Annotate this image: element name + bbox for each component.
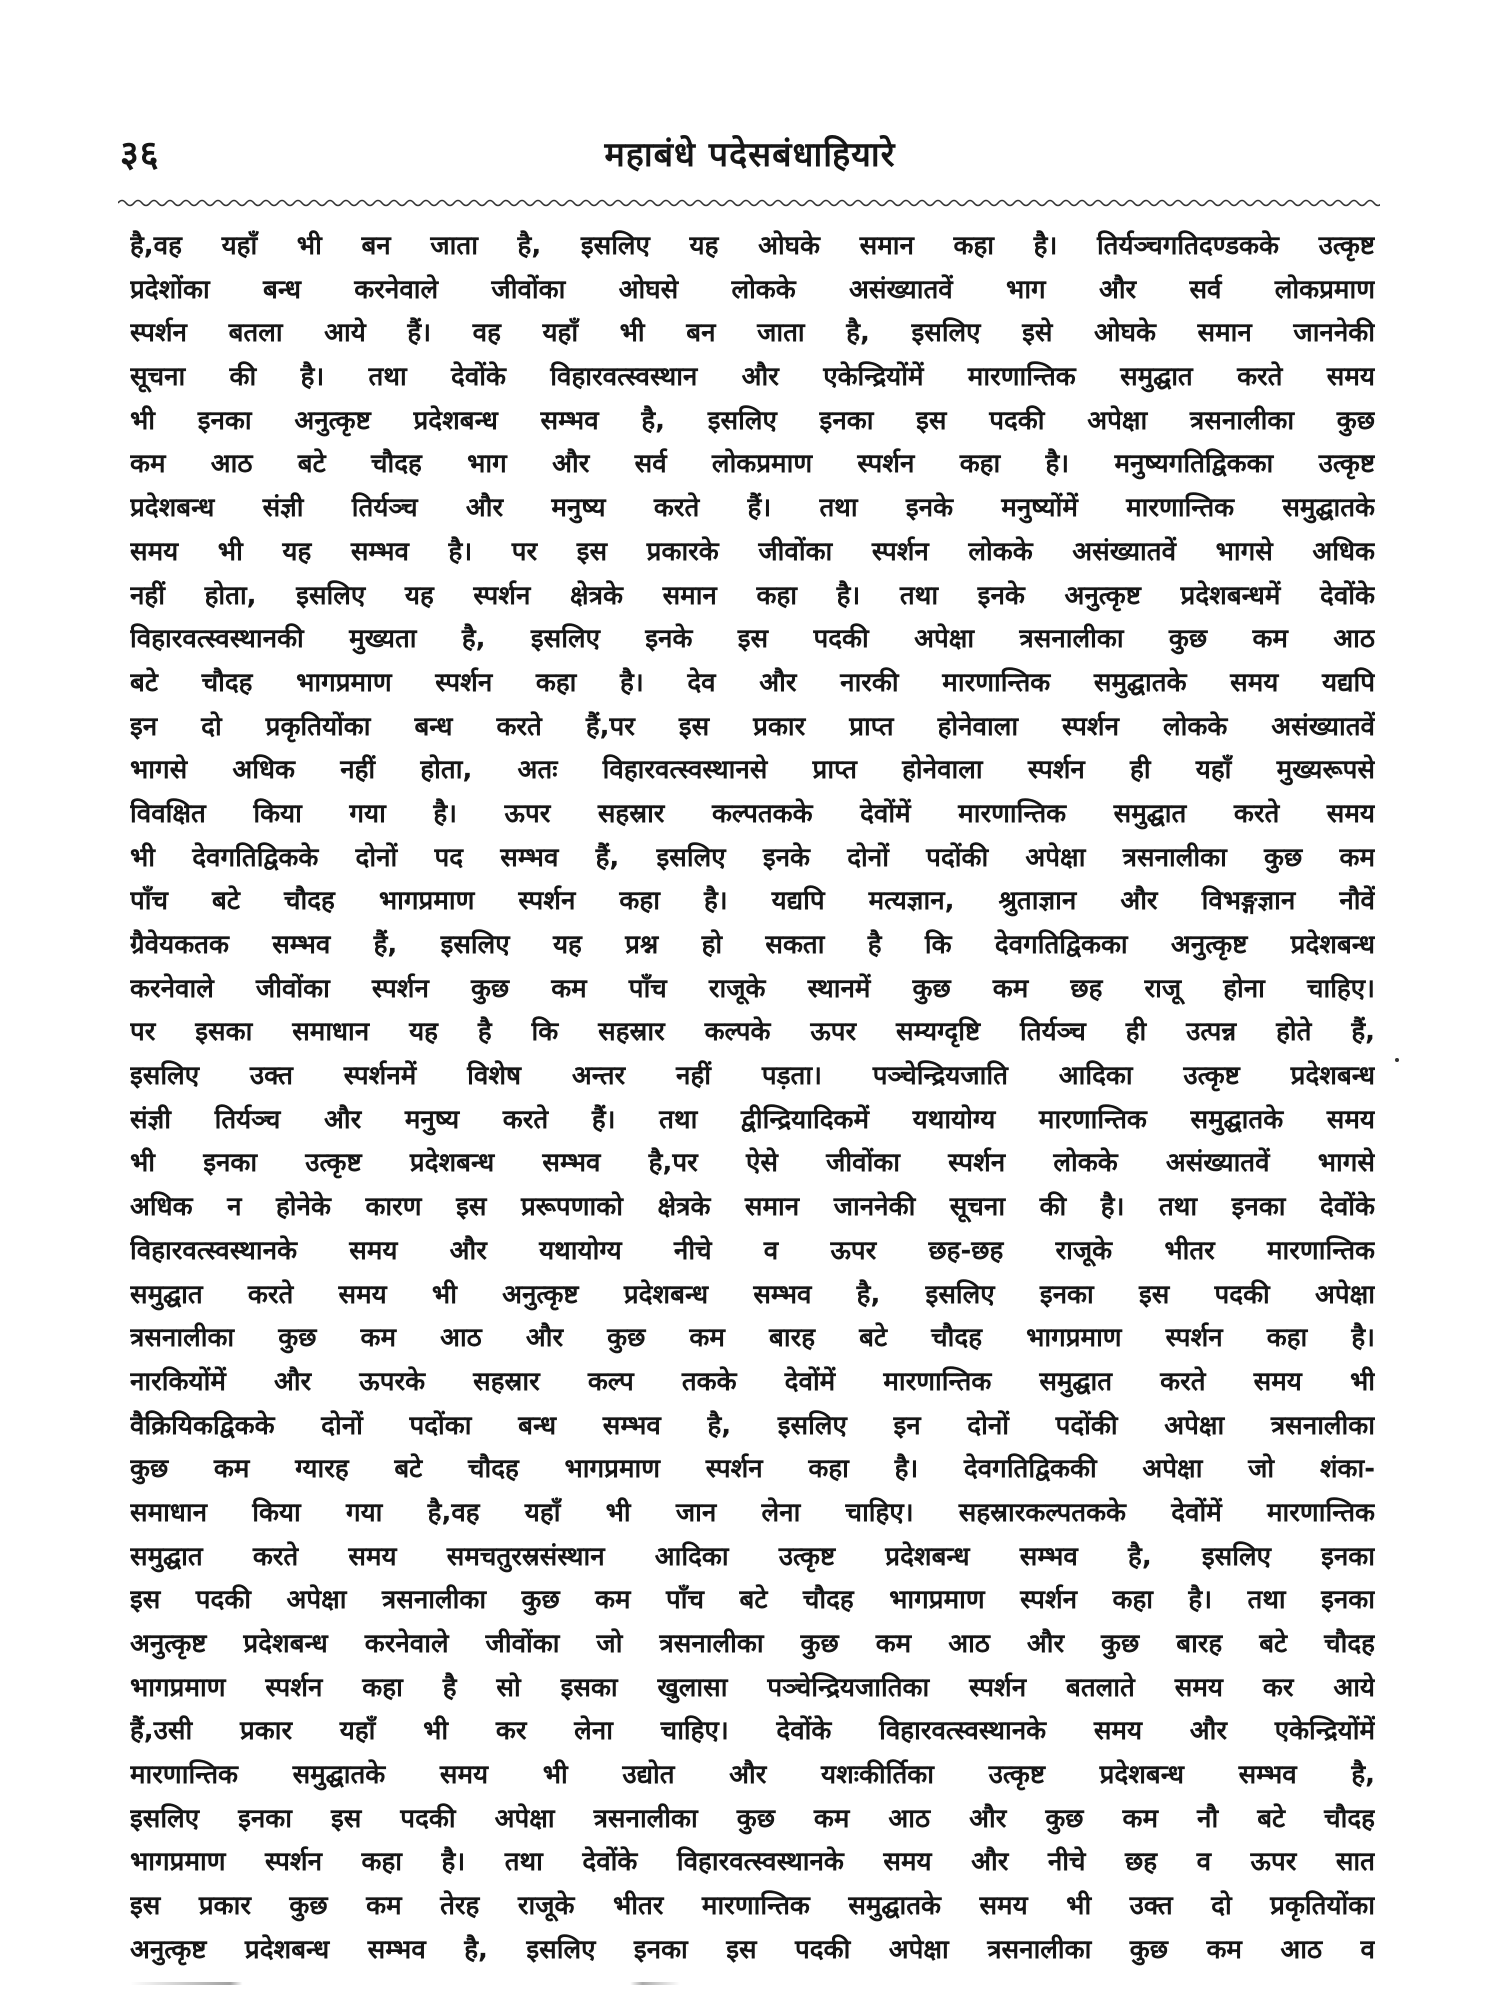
body-text: [130, 225, 1375, 1973]
text-line: समाधान किया गया है,वह यहाँ भी जान लेना चाहिए। सहस्रारकल्पतकके देवोंमें मारणान्तिक: [130, 1497, 1375, 1528]
text-line: भी देवगतिद्विकके दोनों पद सम्भव हैं, इसलिए इनके दोनों पदोंकी अपेक्षा त्रसनालीका कुछ कम: [130, 842, 1375, 873]
text-line: अनुत्कृष्ट प्रदेशबन्ध सम्भव है, इसलिए इनका इस पदकी अपेक्षा त्रसनालीका कुछ कम आठ व: [130, 1934, 1375, 1965]
text-line: भी इनका उत्कृष्ट प्रदेशबन्ध सम्भव है,पर ऐसे जीवोंका स्पर्शन लोकके असंख्यातवें भागसे: [130, 1148, 1375, 1179]
text-line: प्रदेशबन्ध संज्ञी तिर्यञ्च और मनुष्य करते हैं। तथा इनके मनुष्योंमें मारणान्तिक समुद्घातके: [130, 493, 1375, 524]
text-line: इसलिए उक्त स्पर्शनमें विशेष अन्तर नहीं पड़ता। पञ्चेन्द्रियजाति आदिका उत्कृष्ट प्रदेशबन्ध: [130, 1061, 1375, 1092]
text-line: करनेवाले जीवोंका स्पर्शन कुछ कम पाँच राजूके स्थानमें कुछ कम छह राजू होना चाहिए।: [130, 973, 1375, 1004]
text-line: भागप्रमाण स्पर्शन कहा है सो इसका खुलासा पञ्चेन्द्रियजातिका स्पर्शन बतलाते समय कर आये: [130, 1672, 1375, 1703]
text-line: इस पदकी अपेक्षा त्रसनालीका कुछ कम पाँच बटे चौदह भागप्रमाण स्पर्शन कहा है। तथा इनका: [130, 1585, 1375, 1616]
text-line: विवक्षित किया गया है। ऊपर सहस्रार कल्पतकके देवोंमें मारणान्तिक समुद्घात करते समय: [130, 798, 1375, 829]
text-line: प्रदेशोंका बन्ध करनेवाले जीवोंका ओघसे लोकके असंख्यातवें भाग और सर्व लोकप्रमाण: [130, 274, 1375, 305]
text-line: भागप्रमाण स्पर्शन कहा है। तथा देवोंके विहारवत्स्वस्थानके समय और नीचे छह व ऊपर सात: [130, 1847, 1375, 1878]
text-line: कुछ कम ग्यारह बटे चौदह भागप्रमाण स्पर्शन कहा है। देवगतिद्विककी अपेक्षा जो शंका-: [130, 1454, 1375, 1485]
text-line: स्पर्शन बतला आये हैं। वह यहाँ भी बन जाता है, इसलिए इसे ओघके समान जाननेकी: [130, 318, 1375, 349]
text-line: है,वह यहाँ भी बन जाता है, इसलिए यह ओघके समान कहा है। तिर्यञ्चगतिदण्डकके उत्कृष्ट: [130, 231, 1375, 261]
text-line: मारणान्तिक समुद्घातके समय भी उद्योत और यशःकीर्तिका उत्कृष्ट प्रदेशबन्ध सम्भव है,: [130, 1760, 1375, 1791]
text-line: इसलिए इनका इस पदकी अपेक्षा त्रसनालीका कुछ कम आठ और कुछ कम नौ बटे चौदह: [130, 1803, 1375, 1834]
page-bottom-edge: [130, 1982, 1380, 1985]
text-line: नहीं होता, इसलिए यह स्पर्शन क्षेत्रके समान कहा है। तथा इनके अनुत्कृष्ट प्रदेशबन्धमें देवोंके: [130, 580, 1375, 611]
text-line: संज्ञी तिर्यञ्च और मनुष्य करते हैं। तथा द्वीन्द्रियादिकमें यथायोग्य मारणान्तिक समुद्घातके समय: [130, 1104, 1375, 1135]
text-line: सूचना की है। तथा देवोंके विहारवत्स्वस्थान और एकेन्द्रियोंमें मारणान्तिक समुद्घात करते समय: [130, 362, 1375, 393]
text-line: भागसे अधिक नहीं होता, अतः विहारवत्स्वस्थानसे प्राप्त होनेवाला स्पर्शन ही यहाँ मुख्यरूपसे: [130, 755, 1375, 786]
running-title: महाबंधे पदेसबंधाहियारे: [604, 135, 896, 175]
text-line: अधिक न होनेके कारण इस प्ररूपणाको क्षेत्रके समान जाननेकी सूचना की है। तथा इनका देवोंके: [130, 1192, 1375, 1223]
stray-ink-dot: [1395, 1058, 1399, 1062]
text-line: इस प्रकार कुछ कम तेरह राजूके भीतर मारणान्तिक समुद्घातके समय भी उक्त दो प्रकृतियोंका: [130, 1891, 1375, 1922]
text-line: ग्रैवेयकतक सम्भव हैं, इसलिए यह प्रश्न हो सकता है कि देवगतिद्विकका अनुत्कृष्ट प्रदेशबन्ध: [130, 930, 1375, 960]
text-line: पाँच बटे चौदह भागप्रमाण स्पर्शन कहा है। यद्यपि मत्यज्ञान, श्रुताज्ञान और विभङ्गज्ञान नौवें: [130, 886, 1375, 917]
text-line: वैक्रियिकद्विकके दोनों पदोंका बन्ध सम्भव है, इसलिए इन दोनों पदोंकी अपेक्षा त्रसनालीका: [130, 1410, 1375, 1441]
text-line: बटे चौदह भागप्रमाण स्पर्शन कहा है। देव और नारकी मारणान्तिक समुद्घातके समय यद्यपि: [130, 667, 1375, 698]
text-line: अनुत्कृष्ट प्रदेशबन्ध करनेवाले जीवोंका जो त्रसनालीका कुछ कम आठ और कुछ बारह बटे चौदह: [130, 1629, 1375, 1659]
text-line: नारकियोंमें और ऊपरके सहस्रार कल्प तकके देवोंमें मारणान्तिक समुद्घात करते समय भी: [130, 1366, 1375, 1397]
text-line: समय भी यह सम्भव है। पर इस प्रकारके जीवोंका स्पर्शन लोकके असंख्यातवें भागसे अधिक: [130, 536, 1375, 567]
text-line: समुद्घात करते समय भी अनुत्कृष्ट प्रदेशबन्ध सम्भव है, इसलिए इनका इस पदकी अपेक्षा: [130, 1279, 1375, 1310]
text-line: इन दो प्रकृतियोंका बन्ध करते हैं,पर इस प्रकार प्राप्त होनेवाला स्पर्शन लोकके असंख्यातवें: [130, 711, 1375, 742]
text-line: भी इनका अनुत्कृष्ट प्रदेशबन्ध सम्भव है, इसलिए इनका इस पदकी अपेक्षा त्रसनालीका कुछ: [130, 405, 1375, 436]
text-line: समुद्घात करते समय समचतुरस्रसंस्थान आदिका उत्कृष्ट प्रदेशबन्ध सम्भव है, इसलिए इनका: [130, 1541, 1375, 1572]
text-line: विहारवत्स्वस्थानके समय और यथायोग्य नीचे व ऊपर छह-छह राजूके भीतर मारणान्तिक: [130, 1235, 1375, 1266]
text-line: कम आठ बटे चौदह भाग और सर्व लोकप्रमाण स्पर्शन कहा है। मनुष्यगतिद्विकका उत्कृष्ट: [130, 449, 1375, 480]
page-number: ३६: [120, 134, 160, 175]
text-line: पर इसका समाधान यह है कि सहस्रार कल्पके ऊपर सम्यग्दृष्टि तिर्यञ्च ही उत्पन्न होते हैं,: [130, 1017, 1375, 1048]
text-line: त्रसनालीका कुछ कम आठ और कुछ कम बारह बटे चौदह भागप्रमाण स्पर्शन कहा है।: [130, 1323, 1375, 1354]
text-line: विहारवत्स्वस्थानकी मुख्यता है, इसलिए इनके इस पदकी अपेक्षा त्रसनालीका कुछ कम आठ: [130, 624, 1375, 655]
header-wavy-rule: [118, 196, 1380, 210]
text-line: हैं,उसी प्रकार यहाँ भी कर लेना चाहिए। देवोंके विहारवत्स्वस्थानके समय और एकेन्द्रियोंमें: [130, 1716, 1375, 1747]
